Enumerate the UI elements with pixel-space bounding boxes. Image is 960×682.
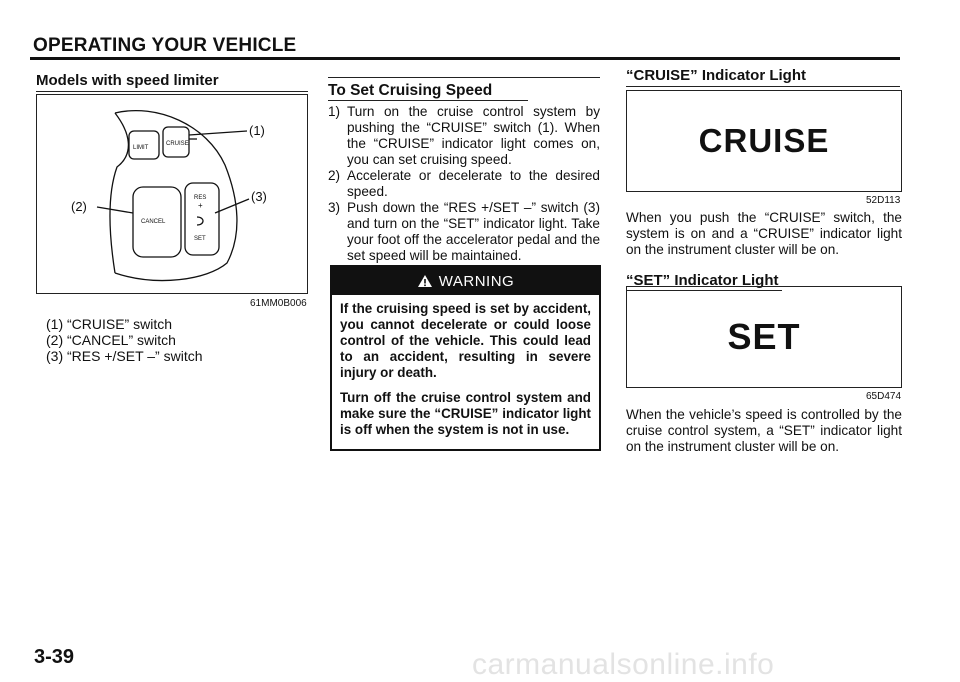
step-number: 1) — [328, 104, 341, 119]
step-item — [328, 200, 600, 264]
warning-body — [332, 295, 599, 438]
step-text: Turn on the cruise control system by pushing the “CRUISE” switch (1). When the “CRUISE” indicator light comes on, you can set cruising speed. — [347, 104, 600, 167]
cruise-indicator-text: CRUISE — [698, 122, 830, 159]
steering-switch-illustration — [37, 95, 307, 293]
cruise-heading-rule — [626, 86, 900, 87]
step-number: 3) — [328, 200, 341, 215]
cancel-button-label: CANCEL — [141, 219, 166, 225]
speed-limiter-heading: Models with speed limiter — [36, 72, 219, 89]
cruising-steps — [328, 104, 600, 264]
step-text: Accelerate or decelerate to the desired speed. — [347, 168, 600, 199]
limit-button-label: LIMIT — [133, 145, 149, 151]
set-indicator-heading: “SET” Indicator Light — [626, 272, 779, 289]
cruising-heading-rule-top — [328, 77, 600, 78]
figure-code: 61MM0B006 — [250, 298, 307, 309]
plus-label: + — [198, 201, 203, 210]
callout-3: (3) — [251, 189, 267, 204]
cruise-button-label: CRUISE — [166, 141, 189, 147]
cruise-indicator-display — [626, 90, 902, 192]
switch-caption-list — [46, 316, 203, 364]
warning-box — [330, 265, 601, 451]
warning-paragraph: Turn off the cruise control system and make sure the “CRUISE” indicator light is off when the system is not in use. — [340, 390, 591, 437]
set-button-label: SET — [194, 236, 206, 242]
caption-item: (3) “RES +/SET –” switch — [46, 348, 203, 364]
warning-paragraph: If the cruising speed is set by accident, you cannot decelerate or could loose control of the vehicle. This could lead to an accident, resulting in severe injury or death. — [340, 301, 591, 380]
watermark: carmanualsonline.info — [472, 648, 775, 681]
warning-triangle-icon — [417, 274, 433, 288]
cruising-heading-rule — [328, 100, 528, 101]
set-cruising-speed-heading: To Set Cruising Speed — [328, 82, 493, 99]
warning-header — [332, 267, 599, 295]
cruise-indicator-text-body: When you push the “CRUISE” switch, the system is on and a “CRUISE” indicator light on the instrument cluster will be on. — [626, 210, 902, 257]
set-indicator-text-body: When the vehicle’s speed is controlled by the cruise control system, a “SET” indicator light on the instrument cluster will be on. — [626, 407, 902, 454]
set-indicator-display — [626, 286, 902, 388]
step-text: Push down the “RES +/SET –” switch (3) and turn on the “SET” indicator light. Take your foot off the accelerator pedal and the set speed will be maintained. — [347, 200, 600, 263]
cruise-indicator-heading: “CRUISE” Indicator Light — [626, 67, 806, 84]
page-header-title: OPERATING YOUR VEHICLE — [33, 35, 297, 56]
cruise-figure-code: 52D113 — [866, 195, 901, 206]
callout-2: (2) — [71, 199, 87, 214]
step-item — [328, 168, 600, 200]
res-button-label: RES — [194, 195, 207, 201]
speed-limiter-heading-rule — [36, 91, 308, 92]
set-indicator-text: SET — [727, 316, 801, 357]
header-rule — [30, 57, 900, 60]
set-figure-code: 65D474 — [866, 391, 902, 402]
step-number: 2) — [328, 168, 341, 183]
warning-title: WARNING — [438, 272, 515, 290]
step-item — [328, 104, 600, 168]
caption-item: (2) “CANCEL” switch — [46, 332, 176, 348]
steering-switch-figure — [36, 94, 308, 294]
page-number: 3-39 — [34, 646, 75, 668]
callout-1: (1) — [249, 123, 265, 138]
caption-item: (1) “CRUISE” switch — [46, 316, 173, 332]
